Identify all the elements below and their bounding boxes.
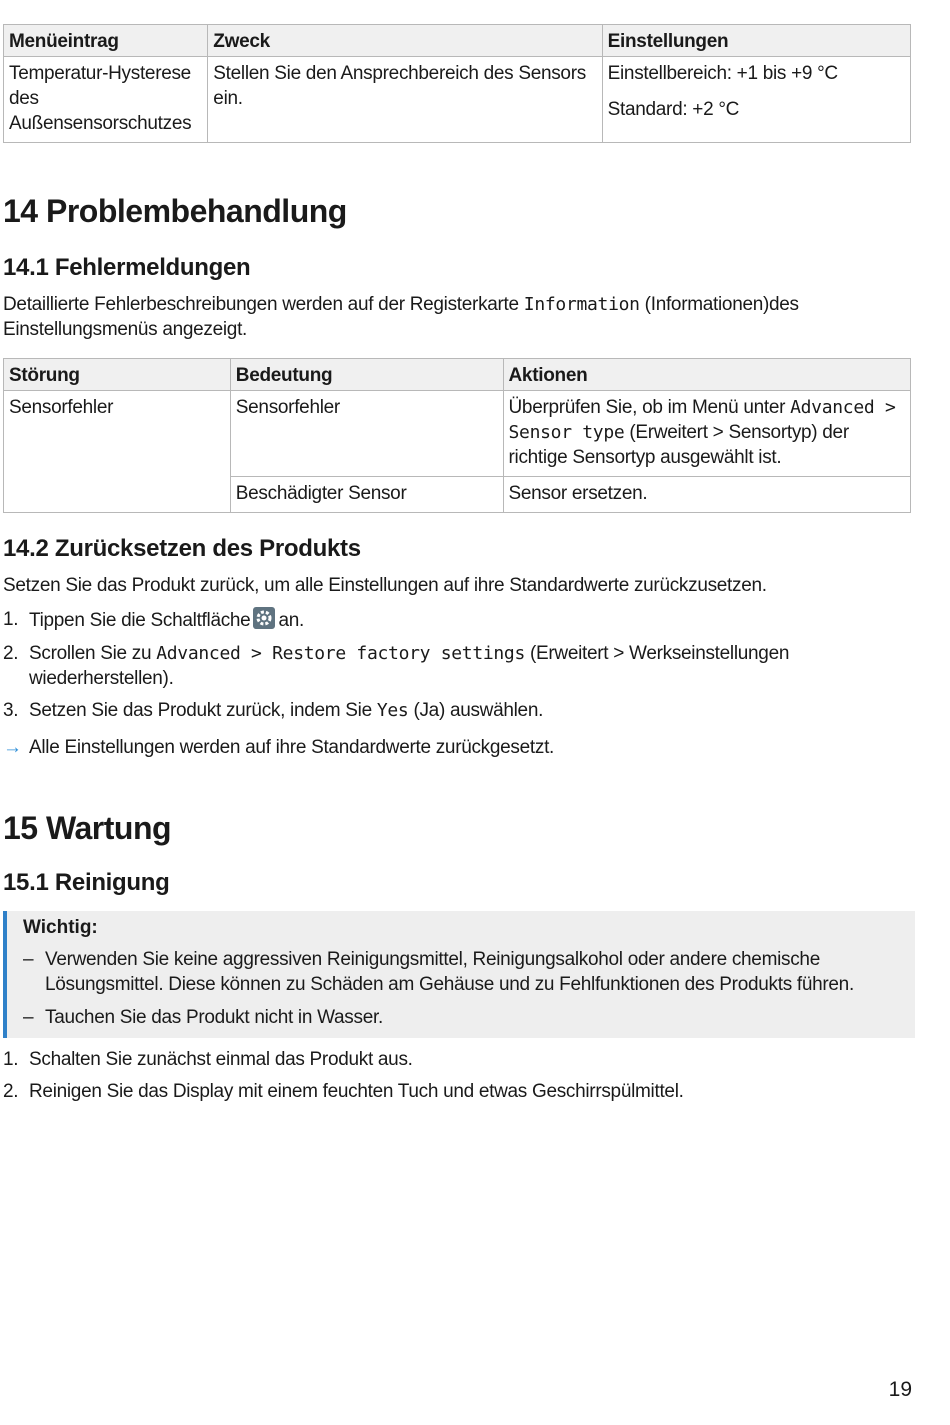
document-page [3, 24, 911, 1104]
intro-paragraph [3, 292, 911, 342]
code-text: Advanced > Sensor type [508, 397, 896, 443]
step-number: 3. [3, 700, 19, 721]
column-header: Menüeintrag [4, 25, 208, 57]
table-row [4, 57, 911, 143]
action-text: (Erweitert > Sensortyp) der richtige Sensortyp ausgewählt ist. [508, 422, 849, 468]
table-header-row [4, 25, 911, 57]
column-header: Störung [4, 359, 231, 391]
note-text: Verwenden Sie keine aggressiven Reinigungsmittel, Reinigungsalkohol oder andere chemische Lösungsmittel. Diese können zu Schäden am Gehäuse und zu Fehlfunktionen des Produkts führen. [45, 949, 854, 995]
section-title: 15 Wartung [3, 810, 172, 846]
intro-paragraph: Setzen Sie das Produkt zurück, um alle Einstellungen auf ihre Standardwerte zurückzusetzen. [3, 575, 767, 596]
result-text: Alle Einstellungen werden auf ihre Standardwerte zurückgesetzt. [29, 737, 555, 758]
step-item [3, 641, 911, 691]
code-text: Advanced > Restore factory settings [156, 643, 526, 664]
subsection-title: 14.2 Zurücksetzen des Produkts [3, 535, 361, 562]
step-text: (Ja) auswählen. [408, 700, 544, 721]
purpose-cell: Stellen Sie den Ansprechbereich des Sensors ein. [208, 57, 602, 143]
note-text: Tauchen Sie das Produkt nicht in Wasser. [45, 1007, 383, 1028]
intro-text: Detaillierte Fehlerbeschreibungen werden auf der Registerkarte [3, 294, 524, 315]
setting-default: Standard: +2 °C [607, 99, 740, 120]
step-number: 2. [3, 643, 19, 664]
note-label: Wichtig: [23, 917, 98, 938]
dash-bullet: – [23, 1007, 34, 1028]
step-text: Setzen Sie das Produkt zurück, indem Sie [29, 700, 377, 721]
result-item [3, 735, 911, 760]
action-text: Überprüfen Sie, ob im Menü unter [508, 397, 791, 418]
step-number: 1. [3, 609, 19, 630]
step-text: an. [278, 610, 304, 631]
action-cell [503, 391, 910, 477]
column-header: Bedeutung [230, 359, 503, 391]
note-item [23, 947, 895, 997]
column-header: Zweck [208, 25, 602, 57]
meaning-cell: Beschädigter Sensor [230, 477, 503, 513]
meaning-cell: Sensorfehler [230, 391, 503, 477]
settings-cell [602, 57, 910, 143]
action-cell: Sensor ersetzen. [503, 477, 910, 513]
step-text: Scrollen Sie zu [29, 643, 157, 664]
column-header: Aktionen [503, 359, 910, 391]
subsection-title: 15.1 Reinigung [3, 869, 170, 896]
step-number: 1. [3, 1049, 19, 1070]
step-number: 2. [3, 1081, 19, 1102]
menu-entry-cell: Temperatur-Hysterese des Außensensorschutzes [4, 57, 208, 143]
note-item [23, 1005, 895, 1030]
step-text: Tippen Sie die Schaltfläche [29, 610, 251, 631]
subsection-title: 14.1 Fehlermeldungen [3, 254, 251, 281]
step-item [3, 698, 911, 723]
table-row [4, 391, 911, 477]
table-header-row [4, 359, 911, 391]
error-table [3, 358, 911, 513]
step-text: Reinigen Sie das Display mit einem feuchten Tuch und etwas Geschirrspülmittel. [29, 1081, 684, 1102]
page-number: 19 [888, 1378, 912, 1401]
setting-range: Einstellbereich: +1 bis +9 °C [607, 63, 838, 84]
dash-bullet: – [23, 949, 34, 970]
section-title: 14 Problembehandlung [3, 193, 347, 229]
code-text: Yes [376, 700, 409, 721]
step-text: Schalten Sie zunächst einmal das Produkt aus. [29, 1049, 413, 1070]
intro-text: (Informationen)des Einstellungsmenüs angezeigt. [3, 294, 799, 340]
settings-table [3, 24, 911, 143]
step-text: (Erweitert > Werkseinstellungen wiederherstellen). [29, 643, 790, 689]
step-item [3, 1047, 911, 1072]
fault-cell: Sensorfehler [4, 391, 231, 513]
step-item [3, 607, 911, 633]
step-item [3, 1079, 911, 1104]
result-arrow-icon: → [3, 737, 22, 758]
column-header: Einstellungen [602, 25, 910, 57]
code-text: Information [523, 294, 640, 315]
settings-gear-icon [253, 607, 275, 629]
important-note [3, 911, 915, 1038]
